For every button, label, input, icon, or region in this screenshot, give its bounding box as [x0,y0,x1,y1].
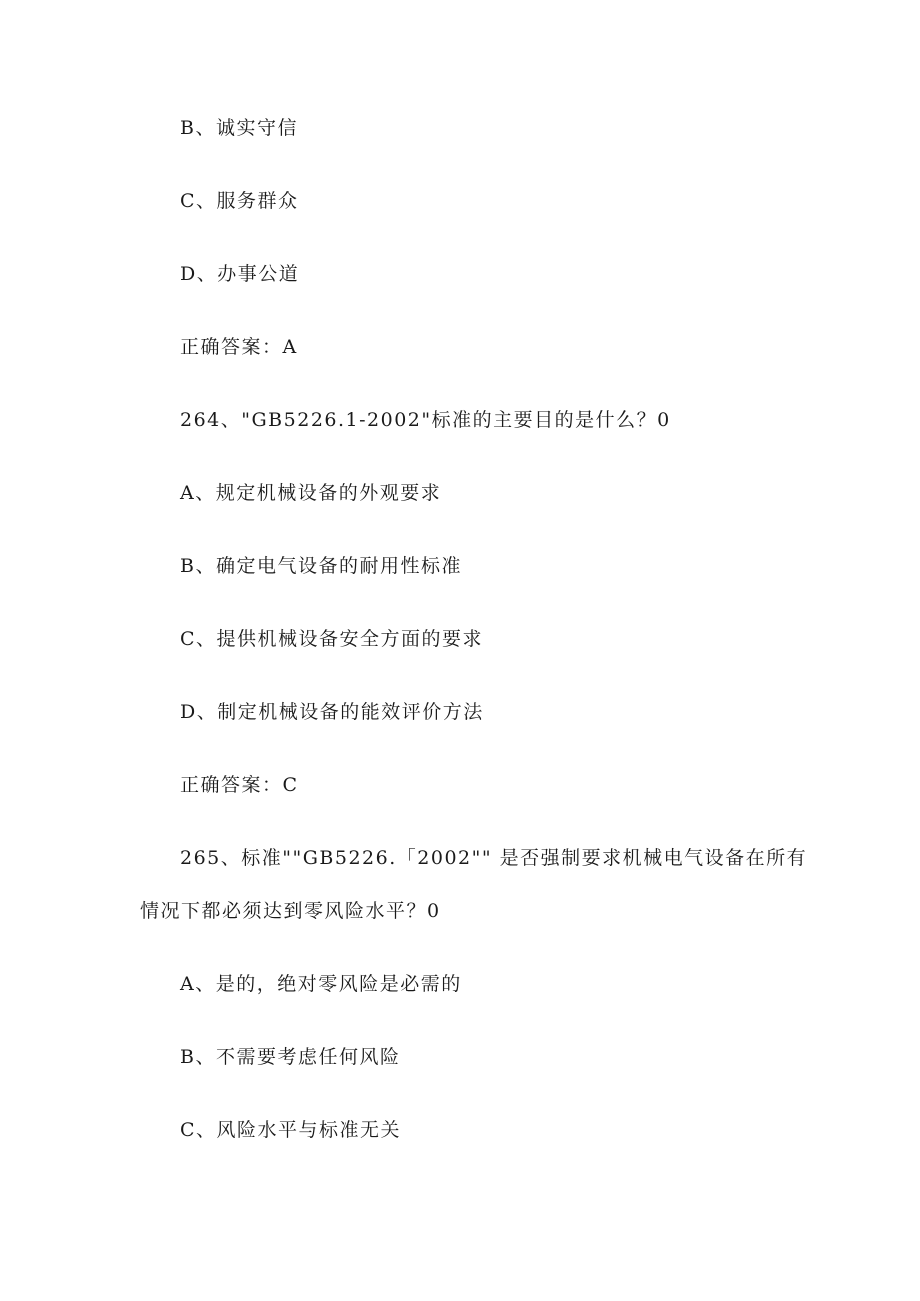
q265-option-b: B、不需要考虑任何风险 [180,1046,401,1068]
q264-option-a: A、规定机械设备的外观要求 [180,482,442,504]
q264-stem: 264、"GB5226.1-2002"标准的主要目的是什么？0 [180,409,671,431]
q264-option-c: C、提供机械设备安全方面的要求 [180,628,484,650]
prev-option-d: D、办事公道 [180,263,300,285]
q265-stem-line2: 情况下都必须达到零风险水平？0 [140,900,441,922]
q264-answer: 正确答案：C [180,774,299,796]
q264-option-b: B、确定电气设备的耐用性标准 [180,555,462,577]
prev-answer: 正确答案：A [180,336,298,358]
q265-stem-line1: 265、标准""GB5226.「2002"" 是否强制要求机械电气设备在所有 [180,847,808,869]
q265-option-c: C、风险水平与标准无关 [180,1119,402,1141]
q265-option-a: A、是的，绝对零风险是必需的 [180,973,462,995]
q264-option-d: D、制定机械设备的能效评价方法 [180,701,484,723]
prev-option-b: B、诚实守信 [180,117,298,139]
prev-option-c: C、服务群众 [180,190,299,212]
